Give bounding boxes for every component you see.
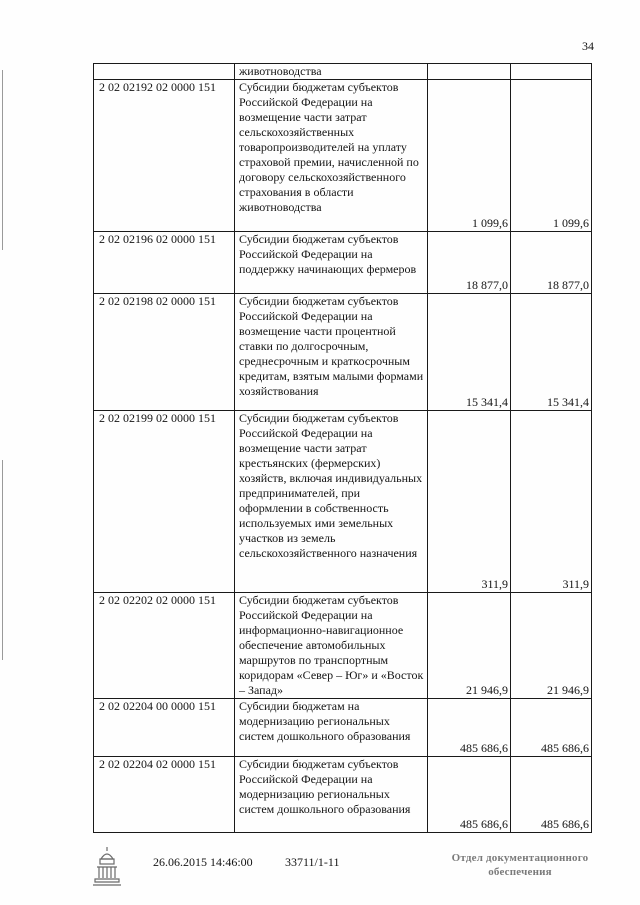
row-value-1 xyxy=(428,64,511,80)
row-value-1: 485 686,6 xyxy=(428,699,511,757)
emblem-icon xyxy=(92,845,122,887)
row-name: Субсидии бюджетам субъектов Российской Федерации на возмещение части затрат сельскохозяйственных товаропроизводителей на уплату страховой премии, начисленной по договору сельскохозяйственного страхования в области животноводства xyxy=(235,80,428,232)
row-code: 2 02 02192 02 0000 151 xyxy=(94,80,235,232)
row-value-1: 311,9 xyxy=(428,411,511,593)
table-row xyxy=(94,294,592,411)
row-value-1: 485 686,6 xyxy=(428,757,511,833)
row-value-1: 15 341,4 xyxy=(428,294,511,411)
row-name: Субсидии бюджетам субъектов Российской Федерации на поддержку начинающих фермеров xyxy=(235,232,428,294)
table-row xyxy=(94,699,592,757)
scan-edge-mark xyxy=(2,460,3,660)
table-row xyxy=(94,411,592,593)
department-stamp xyxy=(440,851,600,879)
stamp-line-2: обеспечения xyxy=(488,866,552,878)
row-name: Субсидии бюджетам субъектов Российской Федерации на модернизацию региональных систем дошкольного образования xyxy=(235,757,428,833)
row-name: Субсидии бюджетам субъектов Российской Федерации на информационно-навигационное обеспечение автомобильных маршрутов по транспортным коридорам «Север – Юг» и «Восток – Запад» xyxy=(235,593,428,699)
row-name: Субсидии бюджетам субъектов Российской Федерации на возмещение части процентной ставки по долгосрочным, среднесрочным и краткосрочным кредитам, взятым малыми формами хозяйствования xyxy=(235,294,428,411)
scan-edge-mark xyxy=(2,70,3,250)
row-code: 2 02 02196 02 0000 151 xyxy=(94,232,235,294)
row-code: 2 02 02204 02 0000 151 xyxy=(94,757,235,833)
row-code xyxy=(94,64,235,80)
table-row xyxy=(94,80,592,232)
row-value-2 xyxy=(511,64,592,80)
row-name: Субсидии бюджетам субъектов Российской Федерации на возмещение части затрат крестьянских (фермерских) хозяйств, включая индивидуальных предпринимателей, при оформлении в собственность используемых ими земельных участков из земель сельскохозяйственного назначения xyxy=(235,411,428,593)
row-value-2: 311,9 xyxy=(511,411,592,593)
row-value-2: 15 341,4 xyxy=(511,294,592,411)
row-name: Субсидии бюджетам на модернизацию региональных систем дошкольного образования xyxy=(235,699,428,757)
row-value-2: 485 686,6 xyxy=(511,699,592,757)
footer-datetime: 26.06.2015 14:46:00 xyxy=(153,855,253,869)
table-row xyxy=(94,232,592,294)
row-code: 2 02 02204 00 0000 151 xyxy=(94,699,235,757)
row-code: 2 02 02199 02 0000 151 xyxy=(94,411,235,593)
budget-table xyxy=(93,63,592,833)
row-value-2: 18 877,0 xyxy=(511,232,592,294)
footer-reg-number: 33711/1-11 xyxy=(285,855,340,869)
row-value-2: 21 946,9 xyxy=(511,593,592,699)
row-name: животноводства xyxy=(235,64,428,80)
table-row xyxy=(94,64,592,80)
row-value-1: 18 877,0 xyxy=(428,232,511,294)
row-value-2: 1 099,6 xyxy=(511,80,592,232)
stamp-line-1: Отдел документационного xyxy=(451,852,589,864)
row-code: 2 02 02198 02 0000 151 xyxy=(94,294,235,411)
page-number: 34 xyxy=(582,39,594,53)
table-row xyxy=(94,593,592,699)
table-row xyxy=(94,757,592,833)
row-value-2: 485 686,6 xyxy=(511,757,592,833)
row-code: 2 02 02202 02 0000 151 xyxy=(94,593,235,699)
row-value-1: 21 946,9 xyxy=(428,593,511,699)
row-value-1: 1 099,6 xyxy=(428,80,511,232)
